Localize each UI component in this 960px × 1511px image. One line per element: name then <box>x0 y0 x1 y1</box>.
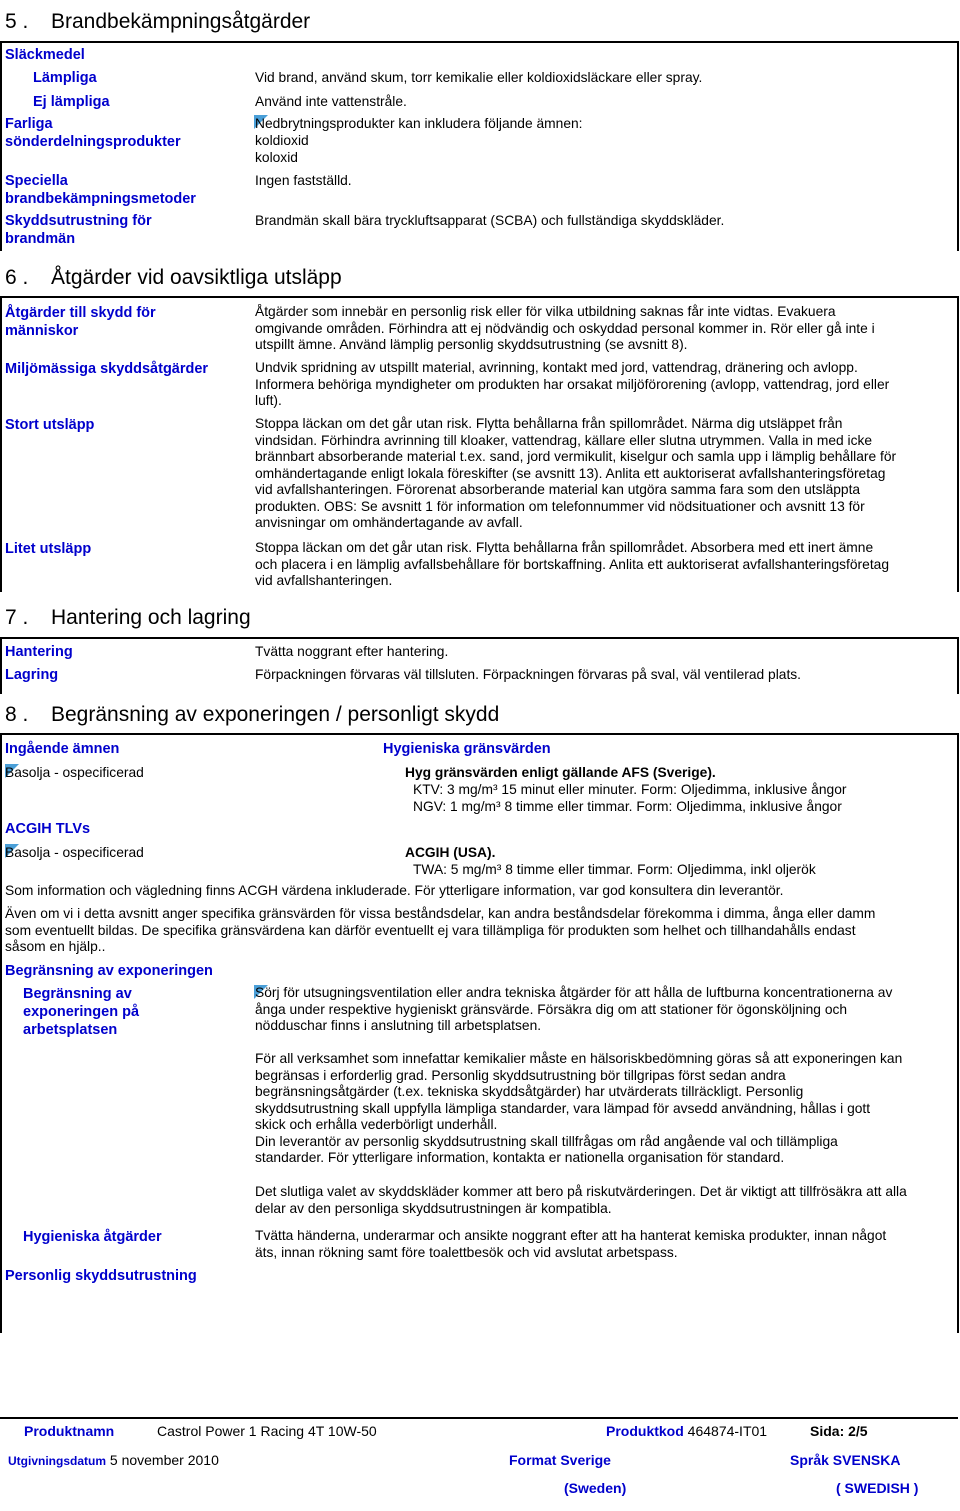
label-arbetsplatsen <box>23 985 139 1039</box>
text-line: Åtgärder som innebär en personlig risk eller för vilka utbildning saknas får inte vidtas. Evakuera <box>255 304 836 319</box>
text-farliga <box>255 115 583 166</box>
text-ej-lampliga: Använd inte vattenstråle. <box>255 94 407 109</box>
substance-name: Basolja - ospecificerad <box>5 845 144 860</box>
text-line: Stoppa läckan om det går utan risk. Flytta behållarna från spillområdet. Absorbera med ett inert ämne <box>255 540 874 555</box>
label-hygieniska-gransvarden: Hygieniska gränsvärden <box>383 741 551 757</box>
text-line: standarder. För ytterligare information, kontakta er nationella organisation för standard. <box>255 1150 785 1165</box>
footer-produktnamn-value: Castrol Power 1 Racing 4T 10W-50 <box>157 1423 377 1439</box>
text-line: anvisningar om omhändertagande av avfall. <box>255 515 523 530</box>
text-line: äts, innan rökning samt före toalettbesök och vid avslutat arbetspass. <box>255 1244 678 1260</box>
footer-value: 464874-IT01 <box>687 1423 768 1439</box>
text-stort-utslapp <box>255 416 955 532</box>
footer-label: Sida: <box>810 1423 845 1439</box>
text-line: nödduschar finns i anslutning till arbetsplatsen. <box>255 1018 542 1033</box>
label-hantering: Hantering <box>5 644 73 660</box>
label-line: Speciella <box>5 173 68 189</box>
text-line: vid avfallshanteringen. Förorenat absorberande material kan utgöra samma fara som den utsläppta <box>255 482 861 497</box>
label-skyddsutrustning <box>5 212 152 248</box>
text-line: Informera behöriga myndigheter om produkten har orsakat miljöförorening (avlopp, vattendrag, jord eller <box>255 376 890 392</box>
text-line: skick och erhålla vederbörligt underhåll. <box>255 1117 498 1132</box>
limit-title: ACGIH (USA). <box>405 845 496 860</box>
footer-value: 5 november 2010 <box>109 1452 219 1468</box>
section-heading: Åtgärder vid oavsiktliga utsläpp <box>51 266 342 289</box>
section-number: 8 . <box>5 703 29 726</box>
label-line: Skyddsutrustning för <box>5 213 152 229</box>
label-line: exponeringen på <box>23 1004 140 1020</box>
text-hantering: Tvätta noggrant efter hantering. <box>255 644 449 659</box>
label-line: arbetsplatsen <box>23 1022 118 1038</box>
text-line: vindsidan. Förhindra avrinning till kloaker, vattendrag, källare eller slutna utrymmen. Valla in med icke <box>255 432 873 448</box>
section-number: 6 . <box>5 266 29 289</box>
label-miljo: Miljömässiga skyddsåtgärder <box>5 361 209 377</box>
text-line: Din leverantör av personlig skyddsutrustning skall tillfrågas om råd angående val och tillämpliga <box>255 1133 838 1149</box>
footer-format-sub: (Sweden) <box>564 1480 627 1496</box>
section-number: 5 . <box>5 10 29 33</box>
divider <box>0 296 958 298</box>
divider <box>0 41 958 43</box>
label-line: människor <box>5 323 79 339</box>
footer-format: Format Sverige <box>509 1452 611 1468</box>
text-line: skyddsutrustning skall uppfylla lämpliga standarder, vara lämpad för avsedd användning, hållas i gott <box>255 1100 871 1116</box>
divider <box>0 733 958 735</box>
label-acgih: ACGIH TLVs <box>5 821 91 837</box>
footer-divider <box>0 1417 958 1419</box>
limit-twa: TWA: 5 mg/m³ 8 timme eller timmar. Form: Oljedimma, inkl oljerök <box>413 862 816 877</box>
footer-produktnamn <box>24 1423 114 1439</box>
text-line: såsom en hjälp.. <box>5 939 106 954</box>
label-line: Åtgärder till skydd för <box>5 305 156 321</box>
label-lagring: Lagring <box>5 667 59 683</box>
text-slutliga <box>255 1184 955 1217</box>
text-line: För all verksamhet som innefattar kemikalier måste en hälsoriskbedömning göras så att exponeringen kan <box>255 1051 903 1066</box>
label-line: Begränsning av <box>23 986 132 1002</box>
text-speciella: Ingen fastställd. <box>255 173 352 188</box>
text-line: som eventuellt bildas. De specifika gränsvärdena kan därför eventuellt ej vara tillämpliga för produkten som helhet och tillhandahålls endast <box>5 922 856 938</box>
text-line: ånga under respektive hygieniskt gränsvärde. Försäkra dig om att stationer för ögonsköljning och <box>255 1001 848 1017</box>
divider <box>0 41 2 251</box>
label-line: sönderdelningsprodukter <box>5 134 181 150</box>
section-heading: Begränsning av exponeringen / personligt skydd <box>51 703 500 726</box>
text-lagring: Förpackningen förvaras väl tillsluten. Förpackningen förvaras på sval, väl ventilerad plats. <box>255 667 802 682</box>
divider <box>0 637 2 694</box>
text-line: Även om vi i detta avsnitt anger specifika gränsvärden för vissa beståndsdelar, kan andra beståndsdelar förekomma i dimma, ånga eller damm <box>5 906 876 921</box>
label-personal <box>5 304 156 340</box>
label-line: brandbekämpningsmetoder <box>5 191 196 207</box>
divider <box>0 637 958 639</box>
footer-sprak: Språk SVENSKA <box>790 1452 901 1468</box>
text-line: Nedbrytningsprodukter kan inkludera följande ämnen: <box>255 116 583 131</box>
footer-produktkod <box>606 1423 767 1439</box>
section-number: 7 . <box>5 606 29 629</box>
text-hygieniska-atgarder <box>255 1228 955 1261</box>
limit-ngv: NGV: 1 mg/m³ 8 timme eller timmar. Form: Oljedimma, inklusive ångor <box>413 799 842 814</box>
footer-label: Produktkod <box>606 1423 684 1439</box>
section-7-title <box>5 606 251 630</box>
text-litet-utslapp <box>255 540 955 590</box>
text-line: brännbart absorberande material t.ex. sand, jord vermikulit, kiselgur och samla upp i lämplig behållare för <box>255 449 897 464</box>
divider <box>957 637 959 694</box>
section-5-title <box>5 10 310 34</box>
info-line: Som information och vägledning finns ACGH värdena inkluderade. För ytterligare information, var god konsultera din leverantör. <box>5 883 784 898</box>
text-line: luft). <box>255 393 282 408</box>
text-lampliga: Vid brand, använd skum, torr kemikalie eller koldioxidsläckare eller spray. <box>255 70 703 85</box>
label-personlig-skyddsutrustning: Personlig skyddsutrustning <box>5 1268 197 1284</box>
label-begransning: Begränsning av exponeringen <box>5 963 213 979</box>
label-farliga <box>5 115 181 151</box>
text-line: vid avfallshanteringen. <box>255 573 393 588</box>
label-line: Farliga <box>5 116 53 132</box>
aven-paragraph <box>5 906 875 956</box>
section-8-title <box>5 703 499 727</box>
section-heading: Brandbekämpningsåtgärder <box>51 10 311 33</box>
section-heading: Hantering och lagring <box>51 606 251 629</box>
text-line: begränsas i erforderlig grad. Personlig skyddsutrustning bör tillgripas först sedan andra <box>255 1067 786 1083</box>
text-line: Det slutliga valet av skyddskläder kommer att bero på riskutvärderingen. Det är viktigt att tillfrösäkra att alla <box>255 1184 907 1199</box>
text-line: omgivande områden. Förhindra att ej nödvändig och oskyddad personal kommer in. Rör eller gå inte i <box>255 320 875 336</box>
text-line: Undvik spridning av utspillt material, avrinning, kontakt med jord, vattendrag, dränering och avlopp. <box>255 360 858 375</box>
label-litet-utslapp: Litet utsläpp <box>5 541 92 557</box>
text-line: delar av den personliga skyddsutrustningen är kompatibla. <box>255 1200 612 1216</box>
divider <box>957 733 959 1333</box>
text-line: och placera i en lämplig avfallsbehållare för bortskaffning. Anlita ett auktoriserat avfallshanteringsföretag <box>255 556 889 572</box>
footer-value: 2/5 <box>848 1423 868 1439</box>
footer-label: Produktnamn <box>24 1423 115 1439</box>
divider <box>0 296 2 592</box>
text-line: omhändertagande enligt lokala föreskifter (se avsnitt 13). Anlita ett auktoriserat avfallshanteringsföretag <box>255 465 886 481</box>
footer-sida <box>810 1423 868 1439</box>
text-verksamhet <box>255 1051 955 1167</box>
label-lampliga: Lämpliga <box>33 70 97 86</box>
label-slackmedel: Släckmedel <box>5 47 85 63</box>
label-speciella <box>5 172 196 208</box>
text-personal <box>255 304 955 354</box>
text-line: produkten. OBS: Se avsnitt 1 för information om telefonnummer vid nödsituationer och avsnitt 13 för <box>255 498 865 514</box>
label-ingaende-amnen: Ingående ämnen <box>5 741 120 757</box>
limit-title: Hyg gränsvärden enligt gällande AFS (Sverige). <box>405 765 716 780</box>
substance-name: Basolja - ospecificerad <box>5 765 144 780</box>
footer-label: Utgivningsdatum <box>8 1454 106 1468</box>
text-line: Sörj för utsugningsventilation eller andra tekniska åtgärder för att hålla de luftburna koncentrationerna av <box>255 985 893 1000</box>
label-ej-lampliga: Ej lämpliga <box>33 94 110 110</box>
text-line: begränsningsåtgärder (t.ex. tekniska skyddsåtgärder) har utvärderats tillräckligt. Personlig <box>255 1084 804 1099</box>
text-line: utspillt ämne. Använd lämplig personlig skyddsutrustning (se avsnitt 8). <box>255 337 688 352</box>
footer-sprak-sub: ( SWEDISH ) <box>836 1480 919 1496</box>
text-line: Stoppa läckan om det går utan risk. Flytta behållarna från spillområdet. Närma dig utsläppet från <box>255 416 843 431</box>
label-line: brandmän <box>5 231 76 247</box>
text-miljo <box>255 360 955 410</box>
divider <box>957 296 959 592</box>
limit-ktv: KTV: 3 mg/m³ 15 minut eller minuter. Form: Oljedimma, inklusive ångor <box>413 782 847 797</box>
text-line: Tvätta händerna, underarmar och ansikte noggrant efter att ha hanterat kemiska produkter, innan något <box>255 1228 887 1243</box>
text-arbetsplatsen <box>255 985 955 1035</box>
label-stort-utslapp: Stort utsläpp <box>5 417 95 433</box>
divider <box>957 41 959 251</box>
text-line: koldioxid <box>255 133 309 148</box>
section-6-title <box>5 266 342 290</box>
divider <box>0 733 2 1333</box>
footer-utgivningsdatum <box>8 1452 219 1468</box>
label-hygieniska-atgarder: Hygieniska åtgärder <box>23 1229 162 1245</box>
text-skyddsutrustning: Brandmän skall bära tryckluftsapparat (SCBA) och fullständiga skyddskläder. <box>255 213 725 228</box>
text-line: koloxid <box>255 150 298 165</box>
